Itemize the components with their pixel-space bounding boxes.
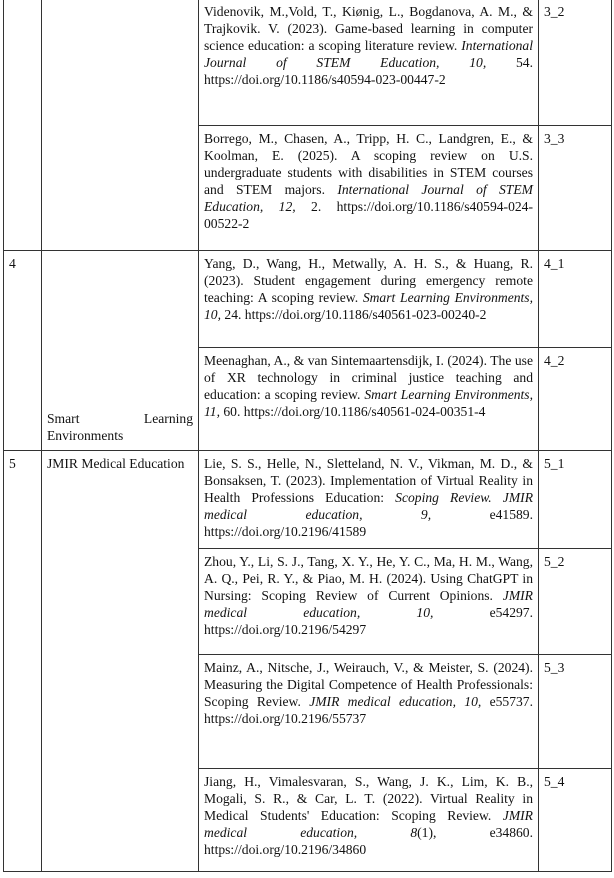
references-table: [3, 0, 612, 872]
row-number-cell: 5: [4, 451, 42, 872]
reference-doi: e55737. https://doi.org/10.2196/55737: [204, 694, 533, 726]
code-cell: 4_1: [539, 251, 612, 348]
code-cell: 5_2: [539, 549, 612, 655]
reference-cell: [199, 549, 539, 655]
reference-source: JMIR medical education, 10,: [204, 588, 533, 620]
reference-doi: 24. https://doi.org/10.1186/s40561-023-00240-2: [221, 307, 487, 322]
reference-doi: (1), e34860. https://doi.org/10.2196/34860: [204, 825, 533, 857]
reference-text: Videnovik, M.,Vold, T., Kiønig, L., Bogdanova, A. M., & Trajkovik. V. (2023). Game-based learning in computer science education: a scoping literature review.: [204, 4, 533, 53]
reference-text: Meenaghan, A., & van Sintemaartensdijk, I. (2024). The use of XR technology in criminal justice teaching and education: a scoping review.: [204, 353, 533, 402]
reference-doi: 2. https://doi.org/10.1186/s40594-024-00522-2: [204, 199, 533, 231]
journal-cell: Smart Learning Environments: [42, 251, 199, 451]
journal-cell: [42, 0, 199, 251]
reference-doi: 54. https://doi.org/10.1186/s40594-023-00447-2: [204, 55, 533, 87]
code-cell: 4_2: [539, 348, 612, 451]
reference-source: Scoping Review. JMIR medical education, 9,: [204, 490, 533, 522]
journal-cell: JMIR Medical Education: [42, 451, 199, 872]
reference-source: International Journal of STEM Education, 12,: [204, 182, 533, 214]
row-number-cell: 4: [4, 251, 42, 451]
code-cell: 5_1: [539, 451, 612, 549]
reference-text: Zhou, Y., Li, S. J., Tang, X. Y., He, Y. C., Ma, H. M., Wang, A. Q., Pei, R. Y., & Piao, M. H. (2024). Using ChatGPT in Nursing: Scoping Review of Current Opinions.: [204, 554, 533, 603]
code-cell: 5_4: [539, 769, 612, 872]
table-row: [4, 0, 612, 126]
reference-cell: [199, 769, 539, 872]
reference-source: JMIR medical education, 10,: [309, 694, 482, 709]
reference-cell: [199, 655, 539, 769]
reference-source: Smart Learning Environments, 10,: [204, 290, 533, 322]
reference-cell: [199, 451, 539, 549]
reference-cell: [199, 126, 539, 251]
reference-doi: e54297. https://doi.org/10.2196/54297: [204, 605, 533, 637]
reference-doi: 60. https://doi.org/10.1186/s40561-024-00351-4: [219, 404, 486, 419]
code-cell: 3_3: [539, 126, 612, 251]
reference-text: Lie, S. S., Helle, N., Sletteland, N. V., Vikman, M. D., & Bonsaksen, T. (2023). Implementation of Virtual Reality in Health Professions Education:: [204, 456, 533, 505]
code-cell: 5_3: [539, 655, 612, 769]
reference-cell: [199, 251, 539, 348]
reference-source: International Journal of STEM Education, 10,: [204, 38, 533, 70]
reference-doi: e41589. https://doi.org/10.2196/41589: [204, 507, 533, 539]
reference-text: Mainz, A., Nitsche, J., Weirauch, V., & Meister, S. (2024). Measuring the Digital Competence of Health Professionals: Scoping Review.: [204, 660, 533, 709]
reference-source: JMIR medical education, 8: [204, 808, 533, 840]
reference-text: Yang, D., Wang, H., Metwally, A. H. S., & Huang, R. (2023). Student engagement during emergency remote teaching: A scoping review.: [204, 256, 533, 305]
reference-text: Jiang, H., Vimalesvaran, S., Wang, J. K., Lim, K. B., Mogali, S. R., & Car, L. T. (2022). Virtual Reality in Medical Students' Education: Scoping Review.: [204, 774, 533, 823]
reference-cell: [199, 348, 539, 451]
table-row: [4, 251, 612, 348]
row-number-cell: [4, 0, 42, 251]
reference-cell: [199, 0, 539, 126]
code-cell: 3_2: [539, 0, 612, 126]
reference-text: Borrego, M., Chasen, A., Tripp, H. C., Landgren, E., & Koolman, E. (2025). A scoping review on U.S. undergraduate students with disabilities in STEM courses and STEM majors.: [204, 131, 533, 197]
reference-source: Smart Learning Environments, 11,: [204, 387, 533, 419]
table-row: [4, 451, 612, 549]
